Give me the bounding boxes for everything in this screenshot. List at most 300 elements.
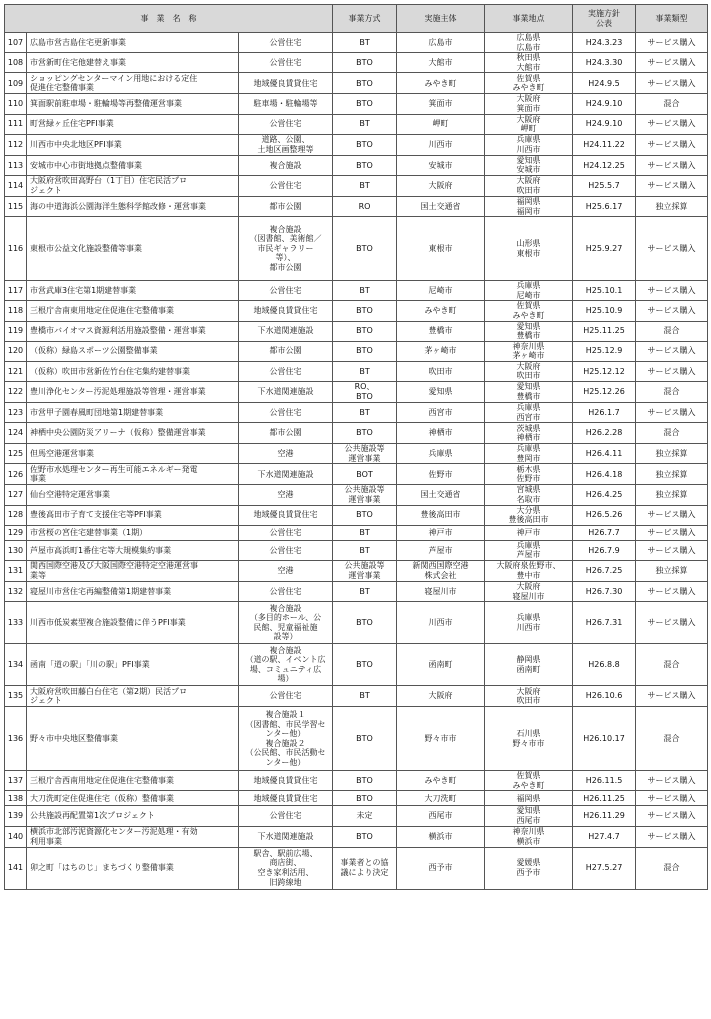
facility-type-cell: 地域優良賃貸住宅 bbox=[239, 301, 333, 321]
implementing-entity-cell: 函南町 bbox=[397, 644, 485, 686]
project-category-cell: サービス購入 bbox=[636, 403, 708, 423]
implementing-entity-cell: みやき町 bbox=[397, 771, 485, 791]
project-category-cell: 混合 bbox=[636, 94, 708, 114]
table-row bbox=[5, 540, 708, 560]
project-method-cell: BT bbox=[333, 114, 397, 134]
implementing-entity-cell: 大刀洗町 bbox=[397, 791, 485, 806]
row-number-cell: 135 bbox=[5, 686, 27, 707]
implementing-entity-cell: 佐野市 bbox=[397, 464, 485, 485]
project-method-cell: BT bbox=[333, 175, 397, 196]
project-name-cell: 大阪府営吹田高野台（1丁目）住宅民活プロ ジェクト bbox=[27, 175, 239, 196]
project-name-cell: 横浜市北部汚泥資源化センター汚泥処理・有効 利用事業 bbox=[27, 826, 239, 847]
facility-type-cell: 公営住宅 bbox=[239, 175, 333, 196]
project-location-cell: 愛知県 安城市 bbox=[485, 155, 573, 175]
project-name-cell: 川西市低炭素型複合施設整備に伴うPFI事業 bbox=[27, 602, 239, 644]
implementing-entity-cell: 愛知県 bbox=[397, 382, 485, 403]
project-category-cell: サービス購入 bbox=[636, 771, 708, 791]
announcement-date-cell: H27.4.7 bbox=[573, 826, 636, 847]
table-row bbox=[5, 175, 708, 196]
facility-type-cell: 下水道関連施設 bbox=[239, 826, 333, 847]
project-method-cell: 事業者との協 議により決定 bbox=[333, 847, 397, 889]
project-location-cell: 愛知県 西尾市 bbox=[485, 806, 573, 826]
row-number-cell: 123 bbox=[5, 403, 27, 423]
row-number-cell: 119 bbox=[5, 321, 27, 341]
project-method-cell: BTO bbox=[333, 341, 397, 361]
facility-type-cell: 複合施設 （多目的ホール、公 民館、児童福祉施 設等） bbox=[239, 602, 333, 644]
table-row bbox=[5, 791, 708, 806]
project-location-cell: 兵庫県 川西市 bbox=[485, 134, 573, 155]
project-method-cell: BTO bbox=[333, 94, 397, 114]
table-row bbox=[5, 114, 708, 134]
implementing-entity-cell: 箕面市 bbox=[397, 94, 485, 114]
facility-type-cell: 公営住宅 bbox=[239, 525, 333, 540]
project-category-cell: 混合 bbox=[636, 847, 708, 889]
table-row bbox=[5, 321, 708, 341]
implementing-entity-cell: 野々市市 bbox=[397, 707, 485, 771]
announcement-date-cell: H25.11.25 bbox=[573, 321, 636, 341]
row-number-cell: 110 bbox=[5, 94, 27, 114]
implementing-entity-cell: 茅ヶ崎市 bbox=[397, 341, 485, 361]
implementing-entity-cell: みやき町 bbox=[397, 301, 485, 321]
announcement-date-cell: H25.10.9 bbox=[573, 301, 636, 321]
announcement-date-cell: H25.12.26 bbox=[573, 382, 636, 403]
row-number-cell: 115 bbox=[5, 196, 27, 216]
table-row bbox=[5, 134, 708, 155]
project-category-cell: 混合 bbox=[636, 321, 708, 341]
row-number-cell: 139 bbox=[5, 806, 27, 826]
project-method-cell: RO bbox=[333, 196, 397, 216]
announcement-date-cell: H26.8.8 bbox=[573, 644, 636, 686]
project-method-cell: 公共施設等 運営事業 bbox=[333, 485, 397, 505]
project-name-cell: 野々市中央地区整備事業 bbox=[27, 707, 239, 771]
table-row bbox=[5, 464, 708, 485]
project-method-cell: BT bbox=[333, 525, 397, 540]
announcement-date-cell: H26.11.5 bbox=[573, 771, 636, 791]
row-number-cell: 109 bbox=[5, 73, 27, 94]
project-method-cell: 公共施設等 運営事業 bbox=[333, 444, 397, 464]
facility-type-cell: 複合施設１ （図書館、市民学習セ ンター他） 複合施設２ （公民館、市民活動セ ンター他） bbox=[239, 707, 333, 771]
row-number-cell: 122 bbox=[5, 382, 27, 403]
project-location-cell: 石川県 野々市市 bbox=[485, 707, 573, 771]
row-number-cell: 134 bbox=[5, 644, 27, 686]
project-method-cell: BT bbox=[333, 33, 397, 53]
table-row bbox=[5, 155, 708, 175]
project-category-cell: サービス購入 bbox=[636, 175, 708, 196]
announcement-date-cell: H26.10.6 bbox=[573, 686, 636, 707]
project-name-cell: 箕面駅前駐車場・駐輪場等再整備運営事業 bbox=[27, 94, 239, 114]
row-number-cell: 120 bbox=[5, 341, 27, 361]
project-category-cell: サービス購入 bbox=[636, 53, 708, 73]
facility-type-cell: 公営住宅 bbox=[239, 582, 333, 602]
project-category-cell: サービス購入 bbox=[636, 582, 708, 602]
project-category-cell: サービス購入 bbox=[636, 525, 708, 540]
announcement-date-cell: H26.2.28 bbox=[573, 423, 636, 444]
facility-type-cell: 地域優良賃貸住宅 bbox=[239, 771, 333, 791]
row-number-cell: 136 bbox=[5, 707, 27, 771]
row-number-cell: 140 bbox=[5, 826, 27, 847]
table-row bbox=[5, 444, 708, 464]
facility-type-cell: 公営住宅 bbox=[239, 403, 333, 423]
project-name-cell: 寝屋川市営住宅再編整備第1期建替事業 bbox=[27, 582, 239, 602]
row-number-cell: 111 bbox=[5, 114, 27, 134]
project-location-cell: 栃木県 佐野市 bbox=[485, 464, 573, 485]
project-location-cell: 広島県 広島市 bbox=[485, 33, 573, 53]
implementing-entity-cell: 国土交通省 bbox=[397, 485, 485, 505]
project-method-cell: BTO bbox=[333, 53, 397, 73]
announcement-date-cell: H26.7.7 bbox=[573, 525, 636, 540]
project-name-cell: 市営新町住宅他建替え事業 bbox=[27, 53, 239, 73]
announcement-date-cell: H25.12.12 bbox=[573, 361, 636, 381]
announcement-date-cell: H26.4.11 bbox=[573, 444, 636, 464]
row-number-cell: 117 bbox=[5, 281, 27, 301]
implementing-entity-cell: 川西市 bbox=[397, 602, 485, 644]
project-category-cell: サービス購入 bbox=[636, 155, 708, 175]
project-location-cell: 兵庫県 川西市 bbox=[485, 602, 573, 644]
row-number-cell: 132 bbox=[5, 582, 27, 602]
table-wrapper bbox=[4, 4, 707, 890]
project-method-cell: BTO bbox=[333, 73, 397, 94]
project-name-cell: 卯之町「はちのじ」まちづくり整備事業 bbox=[27, 847, 239, 889]
project-name-cell: 豊後高田市子育て支援住宅等PFI事業 bbox=[27, 505, 239, 525]
facility-type-cell: 駐車場・駐輪場等 bbox=[239, 94, 333, 114]
facility-type-cell: 地域優良賃貸住宅 bbox=[239, 505, 333, 525]
project-name-cell: 大刀洗町定住促進住宅（仮称）整備事業 bbox=[27, 791, 239, 806]
project-name-cell: 佐野市水処理センター再生可能エネルギー発電 事業 bbox=[27, 464, 239, 485]
announcement-date-cell: H26.10.17 bbox=[573, 707, 636, 771]
table-row bbox=[5, 582, 708, 602]
project-location-cell: 茨城県 神栖市 bbox=[485, 423, 573, 444]
project-method-cell: BTO bbox=[333, 602, 397, 644]
project-location-cell: 大阪府 寝屋川市 bbox=[485, 582, 573, 602]
facility-type-cell: 都市公園 bbox=[239, 341, 333, 361]
row-number-cell: 116 bbox=[5, 217, 27, 281]
project-category-cell: サービス購入 bbox=[636, 686, 708, 707]
project-method-cell: BT bbox=[333, 281, 397, 301]
project-name-cell: 豊川浄化センター汚泥処理施設等管理・運営事業 bbox=[27, 382, 239, 403]
project-location-cell: 神奈川県 茅ヶ崎市 bbox=[485, 341, 573, 361]
project-location-cell: 神奈川県 横浜市 bbox=[485, 826, 573, 847]
table-row bbox=[5, 217, 708, 281]
table-row bbox=[5, 847, 708, 889]
row-number-cell: 112 bbox=[5, 134, 27, 155]
project-name-cell: 関西国際空港及び大阪国際空港特定空港運営事 業等 bbox=[27, 561, 239, 582]
project-name-cell: 町営緑ヶ丘住宅PFI事業 bbox=[27, 114, 239, 134]
project-location-cell: 宮城県 名取市 bbox=[485, 485, 573, 505]
table-row bbox=[5, 94, 708, 114]
header-method: 事業方式 bbox=[333, 5, 397, 33]
project-location-cell: 大阪府 吹田市 bbox=[485, 361, 573, 381]
project-method-cell: BTO bbox=[333, 771, 397, 791]
table-row bbox=[5, 806, 708, 826]
table-row bbox=[5, 382, 708, 403]
implementing-entity-cell: 神戸市 bbox=[397, 525, 485, 540]
facility-type-cell: 空港 bbox=[239, 485, 333, 505]
project-location-cell: 佐賀県 みやき町 bbox=[485, 301, 573, 321]
row-number-cell: 129 bbox=[5, 525, 27, 540]
table-body bbox=[5, 33, 708, 890]
implementing-entity-cell: 寝屋川市 bbox=[397, 582, 485, 602]
implementing-entity-cell: 広島市 bbox=[397, 33, 485, 53]
facility-type-cell: 道路、公園、 土地区画整理等 bbox=[239, 134, 333, 155]
announcement-date-cell: H26.4.18 bbox=[573, 464, 636, 485]
header-announcement-date: 実施方針 公表 bbox=[573, 5, 636, 33]
project-location-cell: 秋田県 大館市 bbox=[485, 53, 573, 73]
project-name-cell: 公共施設再配置第1次プロジェクト bbox=[27, 806, 239, 826]
implementing-entity-cell: 岬町 bbox=[397, 114, 485, 134]
row-number-cell: 126 bbox=[5, 464, 27, 485]
project-location-cell: 愛知県 豊橋市 bbox=[485, 321, 573, 341]
facility-type-cell: 公営住宅 bbox=[239, 114, 333, 134]
project-name-cell: 豊橋市バイオマス資源利活用施設整備・運営事業 bbox=[27, 321, 239, 341]
project-method-cell: BTO bbox=[333, 644, 397, 686]
implementing-entity-cell: 東根市 bbox=[397, 217, 485, 281]
table-row bbox=[5, 485, 708, 505]
project-name-cell: ショッピングセンターマイン用地における定住 促進住宅整備事業 bbox=[27, 73, 239, 94]
project-location-cell: 神戸市 bbox=[485, 525, 573, 540]
project-category-cell: サービス購入 bbox=[636, 281, 708, 301]
announcement-date-cell: H26.7.30 bbox=[573, 582, 636, 602]
project-name-cell: 三根庁舎西南用地定住促進住宅整備事業 bbox=[27, 771, 239, 791]
implementing-entity-cell: 安城市 bbox=[397, 155, 485, 175]
announcement-date-cell: H26.7.25 bbox=[573, 561, 636, 582]
project-location-cell: 大阪府 吹田市 bbox=[485, 175, 573, 196]
project-category-cell: サービス購入 bbox=[636, 791, 708, 806]
project-category-cell: 混合 bbox=[636, 423, 708, 444]
row-number-cell: 121 bbox=[5, 361, 27, 381]
project-location-cell: 兵庫県 西宮市 bbox=[485, 403, 573, 423]
row-number-cell: 131 bbox=[5, 561, 27, 582]
implementing-entity-cell: 西尾市 bbox=[397, 806, 485, 826]
project-method-cell: BTO bbox=[333, 826, 397, 847]
project-category-cell: 混合 bbox=[636, 382, 708, 403]
facility-type-cell: 空港 bbox=[239, 561, 333, 582]
header-entity: 実施主体 bbox=[397, 5, 485, 33]
header-location: 事業地点 bbox=[485, 5, 573, 33]
project-name-cell: 海の中道海浜公園海洋生態科学館改修・運営事業 bbox=[27, 196, 239, 216]
project-location-cell: 兵庫県 尼崎市 bbox=[485, 281, 573, 301]
project-method-cell: BT bbox=[333, 686, 397, 707]
announcement-date-cell: H26.11.25 bbox=[573, 791, 636, 806]
implementing-entity-cell: 兵庫県 bbox=[397, 444, 485, 464]
project-name-cell: 広島市営吉島住宅更新事業 bbox=[27, 33, 239, 53]
table-row bbox=[5, 301, 708, 321]
project-name-cell: 市営武庫3住宅第1期建替事業 bbox=[27, 281, 239, 301]
announcement-date-cell: H24.9.10 bbox=[573, 114, 636, 134]
row-number-cell: 128 bbox=[5, 505, 27, 525]
table-row bbox=[5, 196, 708, 216]
table-row bbox=[5, 403, 708, 423]
project-name-cell: 東根市公益文化施設整備等事業 bbox=[27, 217, 239, 281]
project-method-cell: 公共施設等 運営事業 bbox=[333, 561, 397, 582]
implementing-entity-cell: 西予市 bbox=[397, 847, 485, 889]
project-method-cell: BTO bbox=[333, 321, 397, 341]
implementing-entity-cell: 尼崎市 bbox=[397, 281, 485, 301]
project-name-cell: 市営甲子園春風町団地第1期建替事業 bbox=[27, 403, 239, 423]
project-name-cell: 神栖中央公園防災アリーナ（仮称）整備運営事業 bbox=[27, 423, 239, 444]
implementing-entity-cell: 国土交通省 bbox=[397, 196, 485, 216]
project-name-cell: 川西市中央北地区PFI事業 bbox=[27, 134, 239, 155]
implementing-entity-cell: 豊橋市 bbox=[397, 321, 485, 341]
project-name-cell: 安城市中心市街地拠点整備事業 bbox=[27, 155, 239, 175]
project-category-cell: サービス購入 bbox=[636, 134, 708, 155]
project-category-cell: サービス購入 bbox=[636, 540, 708, 560]
facility-type-cell: 空港 bbox=[239, 444, 333, 464]
table-row bbox=[5, 826, 708, 847]
project-category-cell: 独立採算 bbox=[636, 196, 708, 216]
project-name-cell: 仙台空港特定運営事業 bbox=[27, 485, 239, 505]
facility-type-cell: 公営住宅 bbox=[239, 806, 333, 826]
facility-type-cell: 都市公園 bbox=[239, 196, 333, 216]
project-location-cell: 福岡県 福岡市 bbox=[485, 196, 573, 216]
facility-type-cell: 公営住宅 bbox=[239, 686, 333, 707]
project-category-cell: 独立採算 bbox=[636, 444, 708, 464]
header-category: 事業類型 bbox=[636, 5, 708, 33]
row-number-cell: 114 bbox=[5, 175, 27, 196]
project-location-cell: 大阪府 吹田市 bbox=[485, 686, 573, 707]
project-method-cell: BT bbox=[333, 403, 397, 423]
table-row bbox=[5, 505, 708, 525]
announcement-date-cell: H24.11.22 bbox=[573, 134, 636, 155]
project-method-cell: BTO bbox=[333, 423, 397, 444]
project-location-cell: 佐賀県 みやき町 bbox=[485, 73, 573, 94]
row-number-cell: 107 bbox=[5, 33, 27, 53]
project-category-cell: サービス購入 bbox=[636, 361, 708, 381]
row-number-cell: 133 bbox=[5, 602, 27, 644]
announcement-date-cell: H24.3.23 bbox=[573, 33, 636, 53]
project-method-cell: BTO bbox=[333, 155, 397, 175]
announcement-date-cell: H26.7.9 bbox=[573, 540, 636, 560]
table-row bbox=[5, 525, 708, 540]
table-row bbox=[5, 53, 708, 73]
pfi-projects-table bbox=[4, 4, 708, 890]
facility-type-cell: 公営住宅 bbox=[239, 361, 333, 381]
implementing-entity-cell: 吹田市 bbox=[397, 361, 485, 381]
project-location-cell: 山形県 東根市 bbox=[485, 217, 573, 281]
table-row bbox=[5, 602, 708, 644]
project-name-cell: （仮称）吹田市営新佐竹台住宅集約建替事業 bbox=[27, 361, 239, 381]
project-location-cell: 兵庫県 豊岡市 bbox=[485, 444, 573, 464]
header-project-name: 事 業 名 称 bbox=[5, 5, 333, 33]
table-row bbox=[5, 644, 708, 686]
project-location-cell: 福岡県 bbox=[485, 791, 573, 806]
implementing-entity-cell: 芦屋市 bbox=[397, 540, 485, 560]
project-location-cell: 大分県 豊後高田市 bbox=[485, 505, 573, 525]
project-name-cell: 芦屋市高浜町1番住宅等大規模集約事業 bbox=[27, 540, 239, 560]
project-method-cell: BT bbox=[333, 361, 397, 381]
table-header-row bbox=[5, 5, 708, 33]
project-category-cell: サービス購入 bbox=[636, 505, 708, 525]
facility-type-cell: 公営住宅 bbox=[239, 33, 333, 53]
announcement-date-cell: H27.5.27 bbox=[573, 847, 636, 889]
table-row bbox=[5, 423, 708, 444]
project-location-cell: 愛媛県 西予市 bbox=[485, 847, 573, 889]
project-name-cell: 三根庁舎南東用地定住促進住宅整備事業 bbox=[27, 301, 239, 321]
row-number-cell: 113 bbox=[5, 155, 27, 175]
project-location-cell: 兵庫県 芦屋市 bbox=[485, 540, 573, 560]
announcement-date-cell: H24.12.25 bbox=[573, 155, 636, 175]
project-category-cell: サービス購入 bbox=[636, 301, 708, 321]
table-row bbox=[5, 361, 708, 381]
project-name-cell: 但馬空港運営事業 bbox=[27, 444, 239, 464]
project-method-cell: BTO bbox=[333, 301, 397, 321]
announcement-date-cell: H25.10.1 bbox=[573, 281, 636, 301]
table-row bbox=[5, 281, 708, 301]
project-name-cell: 函南「道の駅」「川の駅」PFI事業 bbox=[27, 644, 239, 686]
facility-type-cell: 公営住宅 bbox=[239, 53, 333, 73]
project-method-cell: BTO bbox=[333, 791, 397, 806]
implementing-entity-cell: 横浜市 bbox=[397, 826, 485, 847]
implementing-entity-cell: 新関西国際空港 株式会社 bbox=[397, 561, 485, 582]
announcement-date-cell: H25.12.9 bbox=[573, 341, 636, 361]
implementing-entity-cell: 西宮市 bbox=[397, 403, 485, 423]
project-method-cell: BTO bbox=[333, 134, 397, 155]
project-category-cell: 独立採算 bbox=[636, 485, 708, 505]
row-number-cell: 118 bbox=[5, 301, 27, 321]
table-row bbox=[5, 561, 708, 582]
announcement-date-cell: H26.4.25 bbox=[573, 485, 636, 505]
project-category-cell: サービス購入 bbox=[636, 826, 708, 847]
row-number-cell: 137 bbox=[5, 771, 27, 791]
project-category-cell: サービス購入 bbox=[636, 73, 708, 94]
project-location-cell: 大阪府 岬町 bbox=[485, 114, 573, 134]
project-category-cell: 独立採算 bbox=[636, 464, 708, 485]
row-number-cell: 127 bbox=[5, 485, 27, 505]
project-category-cell: 独立採算 bbox=[636, 561, 708, 582]
table-row bbox=[5, 33, 708, 53]
implementing-entity-cell: 大館市 bbox=[397, 53, 485, 73]
project-category-cell: サービス購入 bbox=[636, 33, 708, 53]
project-method-cell: BTO bbox=[333, 707, 397, 771]
project-method-cell: BT bbox=[333, 540, 397, 560]
facility-type-cell: 複合施設 （図書館、美術館／ 市民ギャラリー 等）、 都市公園 bbox=[239, 217, 333, 281]
project-category-cell: 混合 bbox=[636, 644, 708, 686]
announcement-date-cell: H26.1.7 bbox=[573, 403, 636, 423]
facility-type-cell: 公営住宅 bbox=[239, 540, 333, 560]
implementing-entity-cell: 大阪府 bbox=[397, 686, 485, 707]
row-number-cell: 108 bbox=[5, 53, 27, 73]
project-method-cell: BOT bbox=[333, 464, 397, 485]
facility-type-cell: 公営住宅 bbox=[239, 281, 333, 301]
project-method-cell: BT bbox=[333, 582, 397, 602]
announcement-date-cell: H26.11.29 bbox=[573, 806, 636, 826]
project-method-cell: 未定 bbox=[333, 806, 397, 826]
implementing-entity-cell: 豊後高田市 bbox=[397, 505, 485, 525]
facility-type-cell: 駅舎、駅前広場、 商店街、 空き家利活用、 旧跨線地 bbox=[239, 847, 333, 889]
announcement-date-cell: H25.6.17 bbox=[573, 196, 636, 216]
project-method-cell: BTO bbox=[333, 217, 397, 281]
row-number-cell: 125 bbox=[5, 444, 27, 464]
project-category-cell: サービス購入 bbox=[636, 341, 708, 361]
implementing-entity-cell: みやき町 bbox=[397, 73, 485, 94]
project-location-cell: 佐賀県 みやき町 bbox=[485, 771, 573, 791]
announcement-date-cell: H25.9.27 bbox=[573, 217, 636, 281]
announcement-date-cell: H25.5.7 bbox=[573, 175, 636, 196]
facility-type-cell: 下水道関連施設 bbox=[239, 382, 333, 403]
project-location-cell: 大阪府 箕面市 bbox=[485, 94, 573, 114]
announcement-date-cell: H24.3.30 bbox=[573, 53, 636, 73]
facility-type-cell: 下水道関連施設 bbox=[239, 321, 333, 341]
project-name-cell: （仮称）緑島スポーツ公園整備事業 bbox=[27, 341, 239, 361]
facility-type-cell: 地域優良賃貸住宅 bbox=[239, 73, 333, 94]
announcement-date-cell: H24.9.5 bbox=[573, 73, 636, 94]
project-method-cell: RO、 BTO bbox=[333, 382, 397, 403]
project-location-cell: 大阪府泉佐野市、 豊中市 bbox=[485, 561, 573, 582]
table-row bbox=[5, 341, 708, 361]
announcement-date-cell: H26.5.26 bbox=[573, 505, 636, 525]
row-number-cell: 138 bbox=[5, 791, 27, 806]
project-location-cell: 愛知県 豊橋市 bbox=[485, 382, 573, 403]
implementing-entity-cell: 神栖市 bbox=[397, 423, 485, 444]
